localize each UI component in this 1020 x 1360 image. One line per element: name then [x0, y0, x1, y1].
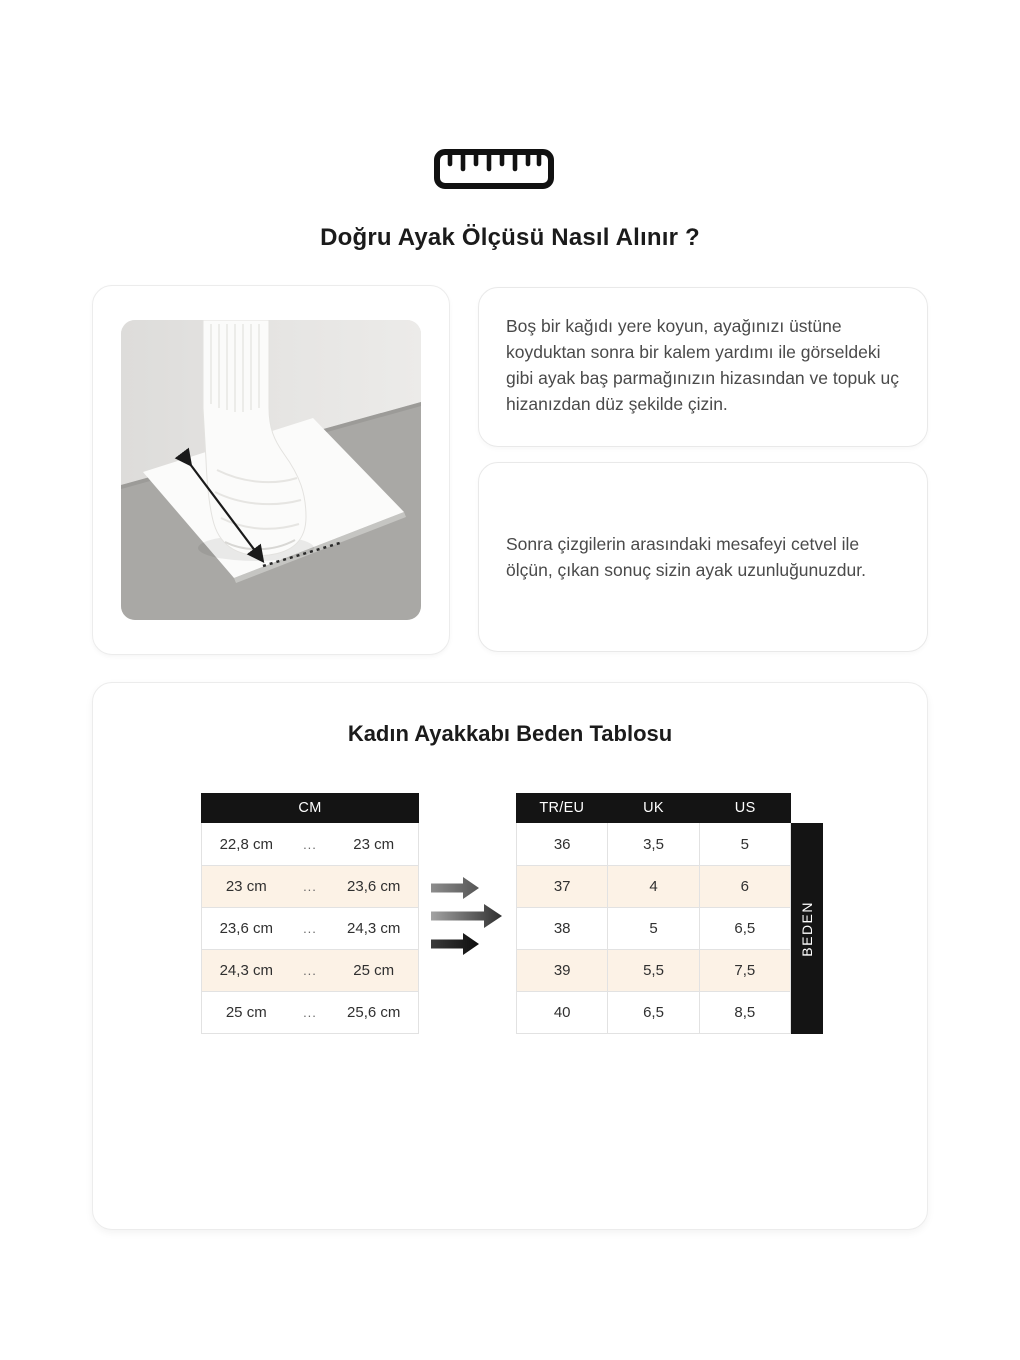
table-row [202, 865, 418, 907]
col-header-us: US [734, 800, 756, 816]
size-us: 6,5 [699, 908, 790, 949]
cm-from: 22,8 cm [219, 835, 273, 853]
range-separator: ... [303, 963, 317, 978]
ruler-icon [433, 148, 555, 190]
size-uk: 5,5 [607, 950, 698, 991]
cm-to: 25,6 cm [347, 1004, 401, 1021]
size-uk: 5 [607, 908, 698, 949]
table-row [517, 865, 790, 907]
table-row [517, 991, 790, 1033]
beden-side-label [791, 823, 823, 1034]
range-separator: ... [303, 1005, 317, 1020]
cm-from: 23 cm [225, 878, 267, 895]
table-row [202, 907, 418, 949]
cm-to: 23,6 cm [347, 878, 401, 895]
table-row [202, 991, 418, 1033]
size-table-header-row [516, 793, 791, 823]
size-us: 5 [699, 823, 790, 865]
page-title: Doğru Ayak Ölçüsü Nasıl Alınır ? [320, 224, 700, 251]
range-separator: ... [303, 921, 317, 936]
cm-from: 24,3 cm [219, 962, 273, 979]
size-tr-eu: 40 [553, 1004, 571, 1021]
cm-table-header: CM [201, 793, 419, 823]
instruction-text-1: Boş bir kağıdı yere koyun, ayağınızı üstüne koyduktan sonra bir kalem yardımı ile görseldeki gibi ayak baş parmağınızın hizasından ve topuk uç hizanızdan düz şekilde çizin. [506, 316, 900, 414]
size-uk: 6,5 [607, 992, 698, 1033]
col-header-tr-eu: TR/EU [539, 800, 585, 816]
cm-from: 23,6 cm [219, 920, 273, 937]
size-tr-eu: 39 [553, 962, 571, 979]
size-conversion-table [516, 793, 791, 1034]
cm-to: 23 cm [353, 835, 395, 853]
size-tr-eu: 38 [553, 920, 571, 937]
table-row [202, 823, 418, 865]
size-tr-eu: 36 [553, 835, 571, 853]
table-row [517, 823, 790, 865]
cm-to: 25 cm [353, 962, 395, 979]
cm-to: 24,3 cm [347, 920, 401, 937]
instruction-text-2: Sonra çizgilerin arasındaki mesafeyi cetvel ile ölçün, çıkan sonuç sizin ayak uzunluğunuzdur. [506, 534, 866, 580]
cm-from: 25 cm [225, 1004, 267, 1021]
cm-table [201, 793, 419, 1034]
col-header-uk: UK [643, 800, 664, 816]
size-uk: 3,5 [607, 823, 698, 865]
size-us: 7,5 [699, 950, 790, 991]
size-us: 8,5 [699, 992, 790, 1033]
size-uk: 4 [607, 866, 698, 907]
size-tr-eu: 37 [553, 878, 571, 895]
table-row [202, 949, 418, 991]
size-section-title: Kadın Ayakkabı Beden Tablosu [347, 721, 673, 746]
table-row [517, 907, 790, 949]
instruction-box-1 [478, 287, 928, 447]
beden-label-text: BEDEN [799, 900, 815, 957]
range-separator: ... [303, 879, 317, 894]
table-row [517, 949, 790, 991]
size-us: 6 [699, 866, 790, 907]
foot-measurement-card [92, 285, 450, 655]
foot-measurement-photo [121, 320, 421, 620]
instruction-box-2 [478, 462, 928, 652]
transfer-arrows-icon [431, 873, 511, 959]
size-table-card [92, 682, 928, 1230]
range-separator: ... [303, 836, 317, 852]
